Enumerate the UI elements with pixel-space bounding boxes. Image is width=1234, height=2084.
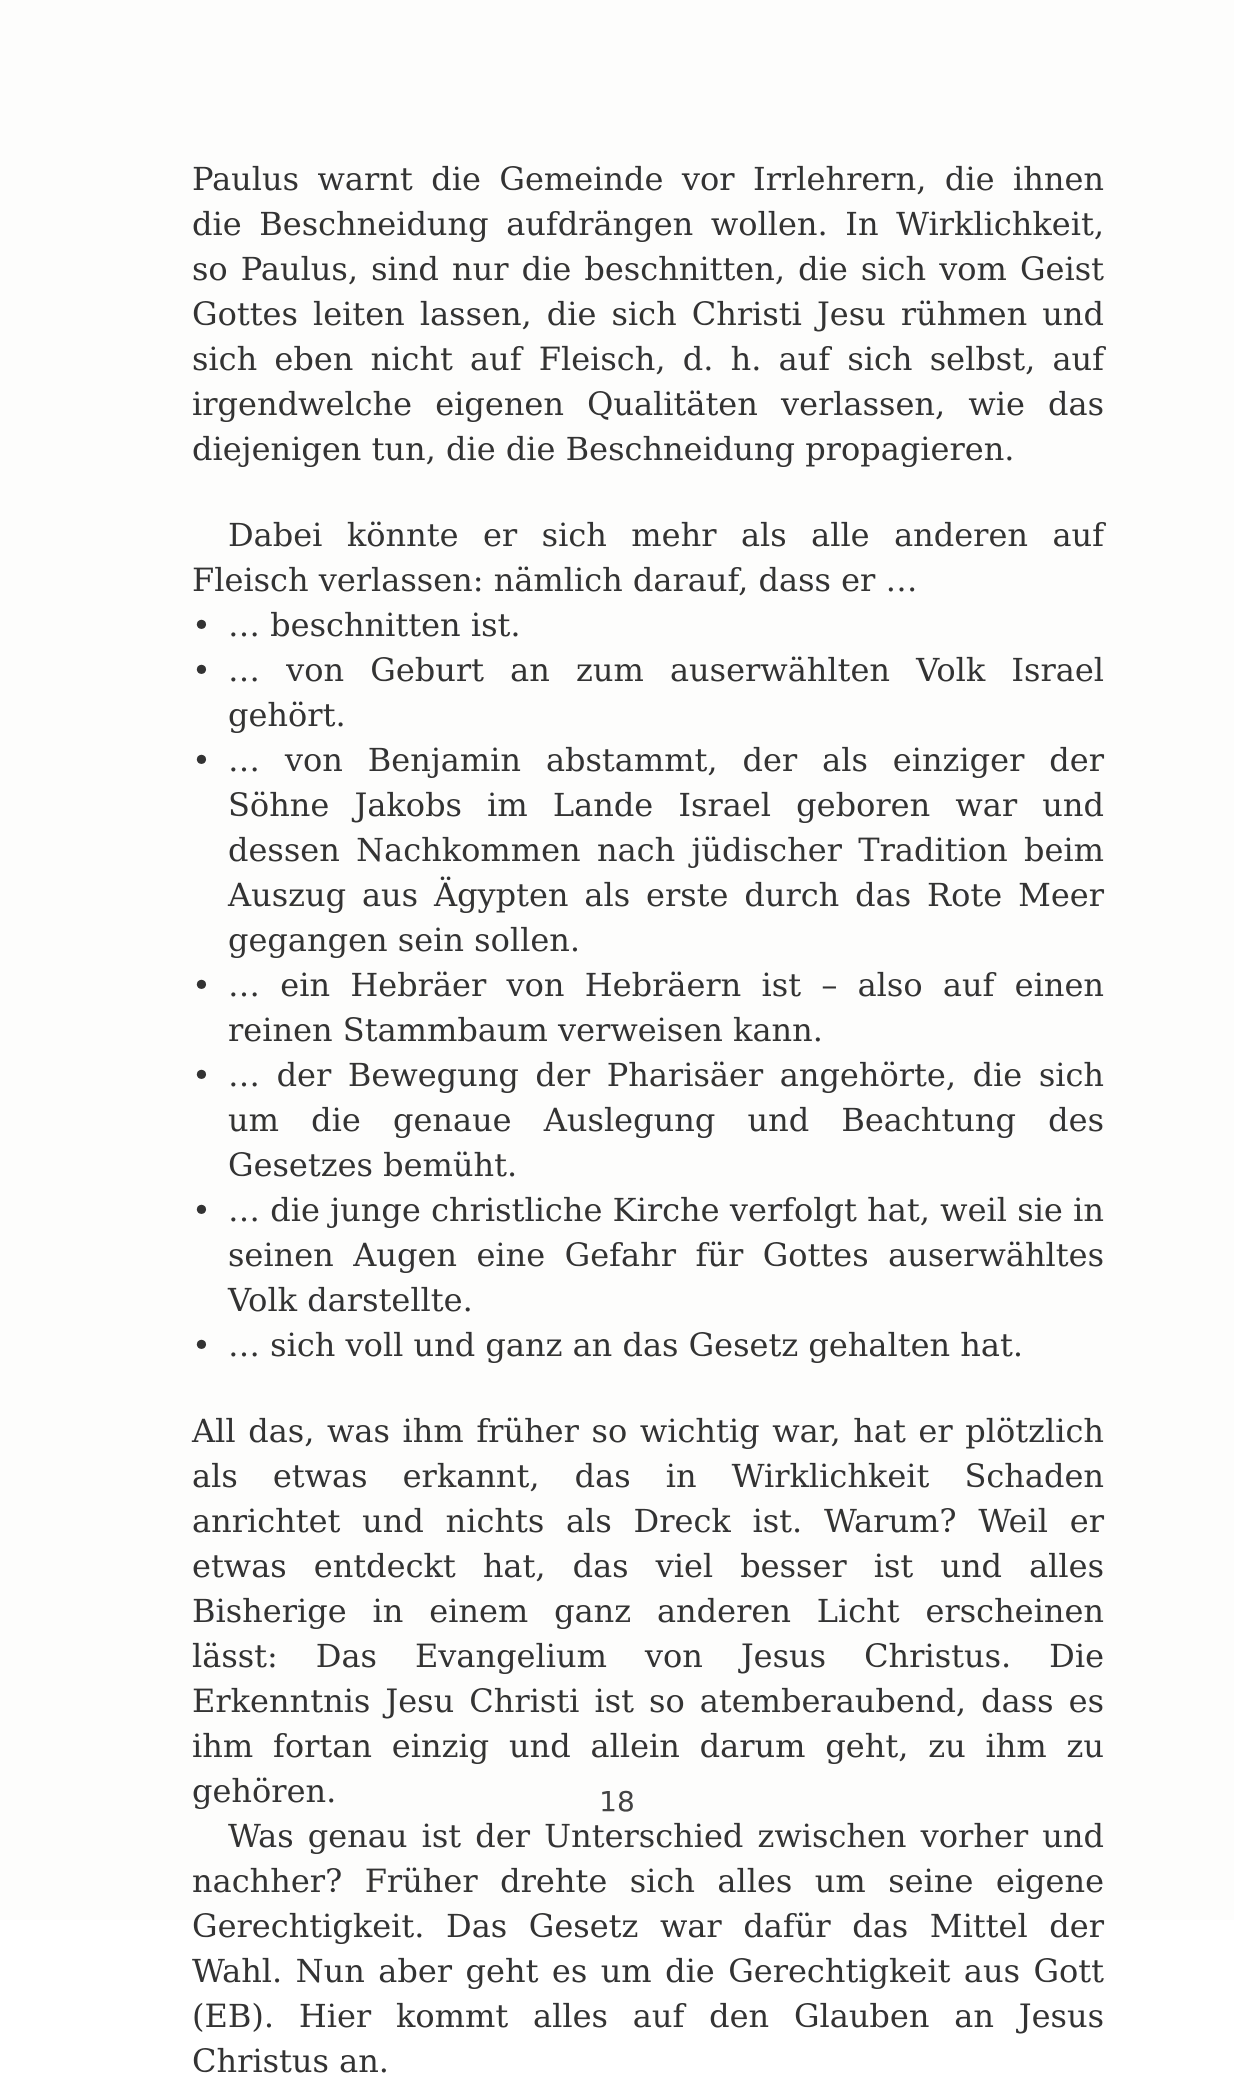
bullet-icon: • [192, 606, 211, 644]
bullet-icon: • [192, 1056, 211, 1094]
page-number: 18 [599, 1785, 635, 1818]
list-item [192, 648, 1104, 738]
list-item [192, 1323, 1104, 1368]
list-item [192, 738, 1104, 963]
bullet-icon: • [192, 1326, 211, 1364]
paragraph-list-intro: Dabei könnte er sich mehr als alle anderen auf Fleisch verlassen: nämlich darauf, dass er … [192, 516, 1104, 599]
paragraph-conclusion: All das, was ihm früher so wichtig war, hat er plötzlich als etwas erkannt, das in Wirklichkeit Schaden anrichtet und nichts als Dreck ist. Warum? Weil er etwas entdeckt hat, das viel besser ist und alles Bisherige in einem ganz anderen Licht erscheinen lässt: Das Evangelium von Jesus Christus. Die Erkenntnis Jesu Christi ist so atemberaubend, dass es ihm fortan einzig und allein darum geht, zu ihm zu gehören. [192, 1412, 1104, 1810]
paragraph-intro: Paulus warnt die Gemeinde vor Irrlehrern, die ihnen die Beschneidung aufdrängen wollen. In Wirklichkeit, so Paulus, sind nur die beschnitten, die sich vom Geist Gottes leiten lassen, die sich Christi Jesu rühmen und sich eben nicht auf Fleisch, d. h. auf sich selbst, auf irgendwelche eigenen Qualitäten verlassen, wie das diejenigen tun, die die Beschneidung propagieren. [192, 160, 1104, 468]
list-item-text: … die junge christliche Kirche verfolgt hat, weil sie in seinen Augen eine Gefahr für Gottes auserwähltes Volk darstellte. [228, 1191, 1104, 1319]
list-item [192, 1188, 1104, 1323]
list-item-text: … ein Hebräer von Hebräern ist – also auf einen reinen Stammbaum verweisen kann. [228, 966, 1104, 1049]
bullet-icon: • [192, 651, 211, 689]
paragraph-difference: Was genau ist der Unterschied zwischen vorher und nachher? Früher drehte sich alles um seine eigene Gerechtigkeit. Das Gesetz war dafür das Mittel der Wahl. Nun aber geht es um die Gerechtigkeit aus Gott (EB). Hier kommt alles auf den Glauben an Jesus Christus an. [192, 1817, 1104, 2080]
bullet-icon: • [192, 966, 211, 1004]
list-item [192, 603, 1104, 648]
list-item-text: … beschnitten ist. [228, 606, 521, 644]
bullet-list [192, 603, 1104, 1368]
bullet-icon: • [192, 1191, 211, 1229]
list-item [192, 1053, 1104, 1188]
bullet-icon: • [192, 741, 211, 779]
list-item-text: … der Bewegung der Pharisäer angehörte, die sich um die genaue Auslegung und Beachtung des Gesetzes bemüht. [228, 1056, 1104, 1184]
list-item-text: … sich voll und ganz an das Gesetz gehalten hat. [228, 1326, 1023, 1364]
list-item-text: … von Benjamin abstammt, der als einziger der Söhne Jakobs im Lande Israel geboren war und dessen Nachkommen nach jüdischer Tradition beim Auszug aus Ägypten als erste durch das Rote Meer gegangen sein sollen. [228, 741, 1104, 959]
list-item-text: … von Geburt an zum auserwählten Volk Israel gehört. [228, 651, 1104, 734]
list-item [192, 963, 1104, 1053]
